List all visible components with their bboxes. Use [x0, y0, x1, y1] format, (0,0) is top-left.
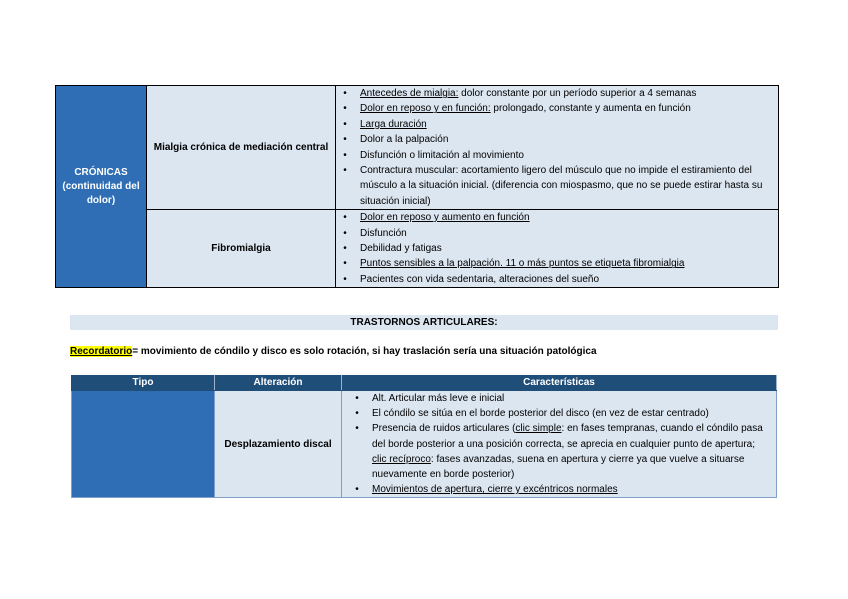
list-item [360, 256, 774, 271]
list-item [360, 241, 774, 256]
reminder-text: = movimiento de cóndilo y disco es solo rotación, si hay traslación sería una situación patológica [132, 346, 597, 357]
item-text: prolongado, constante y aumenta en función [490, 103, 691, 115]
list-item [372, 406, 772, 421]
underlined-text: Puntos sensibles a la palpación. 11 o más puntos se etiqueta fibromialgia [360, 258, 685, 270]
underlined-text: Antecedes de mialgia: [360, 88, 459, 99]
item-text: Disfunción [360, 227, 407, 239]
item-text: Disfunción o limitación al movimiento [360, 149, 524, 161]
list-item [360, 132, 774, 147]
item-text: El cóndilo se sitúa en el borde posterior del disco (en vez de estar centrado) [372, 408, 709, 420]
type-label: Mialgia crónica de mediación central [147, 86, 336, 210]
underlined-text: Dolor en reposo y aumento en función [360, 212, 530, 224]
underlined-text: Movimientos de apertura, cierre y excéntricos normales [372, 484, 618, 496]
header-caracteristicas: Características [342, 376, 777, 391]
list-item [360, 163, 774, 209]
table-row [56, 86, 779, 210]
type-label: Fibromialgia [147, 210, 336, 288]
item-text: Dolor a la palpación [360, 134, 449, 146]
section-title: TRASTORNOS ARTICULARES: [70, 315, 778, 330]
header-tipo: Tipo [72, 376, 215, 391]
table-row [56, 210, 779, 288]
characteristics-list [336, 210, 778, 287]
item-text: Contractura muscular: acortamiento ligero del músculo que no impide el estiramiento del músculo a la situación inicial. (diferencia con miospasmo, que no se puede estirar hasta su situación inicial) [360, 165, 763, 207]
underlined-text: clic simple [515, 423, 562, 435]
characteristics-cell [342, 391, 777, 498]
item-text: Pacientes con vida sedentaria, alteraciones del sueño [360, 273, 600, 285]
list-item [360, 226, 774, 241]
characteristics-list [336, 86, 778, 209]
list-item [372, 482, 772, 497]
characteristics-cell [336, 210, 779, 288]
characteristics-list [342, 391, 776, 497]
alteracion-cell: Desplazamiento discal [215, 391, 342, 498]
joint-disorders-table [71, 375, 777, 498]
group-label: CRÓNICAS (continuidad del dolor) [56, 86, 147, 288]
underlined-text: Dolor en reposo y en función: [360, 103, 491, 115]
reminder-label: Recordatorio [70, 346, 133, 357]
underlined-text: Larga duración [360, 118, 427, 130]
table-row [72, 391, 777, 498]
list-item [360, 86, 774, 101]
list-item [360, 210, 774, 225]
item-text: dolor constante por un período superior a 4 semanas [458, 88, 697, 99]
underlined-text: clic recíproco [372, 453, 431, 465]
reminder-note [70, 345, 597, 359]
chronic-pain-table [55, 85, 779, 288]
item-text: Alt. Articular más leve e inicial [372, 393, 505, 404]
list-item [360, 101, 774, 116]
item-text: : fases avanzadas, suena en apertura y cierre ya que vuelve a situarse nuevamente en borde posterior) [372, 453, 745, 481]
characteristics-cell [336, 86, 779, 210]
item-text: : en fases tempranas, cuando el cóndilo pasa del borde posterior a una posición correcta, se aprecia en cualquier punto de apertura; [372, 423, 763, 450]
list-item [360, 117, 774, 132]
list-item [372, 421, 772, 482]
tipo-cell [72, 391, 215, 498]
list-item [372, 391, 772, 406]
list-item [360, 272, 774, 287]
item-text: Debilidad y fatigas [360, 243, 442, 255]
item-text: Presencia de ruidos articulares ( [372, 423, 516, 435]
table-header-row [72, 376, 777, 391]
header-alteracion: Alteración [215, 376, 342, 391]
list-item [360, 148, 774, 163]
